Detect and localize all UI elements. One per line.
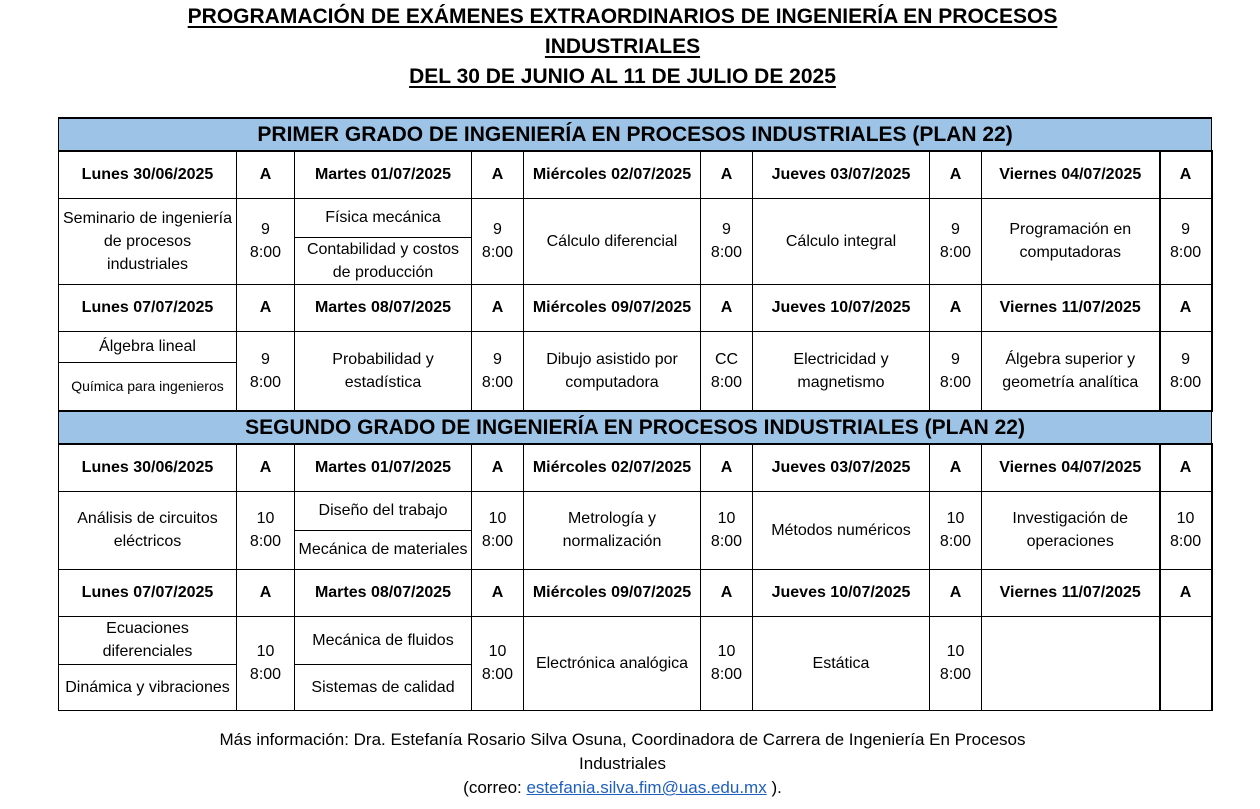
group-time-cell: [472, 331, 524, 411]
exam-time: 8:00: [710, 666, 743, 683]
title-line-3: DEL 30 DE JUNIO AL 11 DE JULIO DE 2025: [409, 65, 836, 88]
aula-cell: A: [930, 444, 982, 491]
group-time-cell: [1160, 198, 1212, 284]
email-prefix: (correo:: [463, 778, 527, 797]
day-header: Lunes 07/07/2025: [59, 284, 237, 331]
group-time-cell: [472, 616, 524, 710]
group-number: 9: [493, 221, 502, 238]
exam-schedule-table: [58, 117, 1213, 711]
day-header: Viernes 11/07/2025: [982, 284, 1160, 331]
aula-cell: A: [237, 284, 295, 331]
aula-cell: A: [701, 569, 753, 616]
exam-time: 8:00: [249, 373, 282, 391]
group-number: 10: [488, 510, 507, 527]
group-number: 10: [946, 510, 965, 527]
group-time-cell: [1160, 616, 1212, 710]
day-header: Miércoles 09/07/2025: [524, 569, 701, 616]
exam-time: 8:00: [939, 666, 972, 683]
aula-cell: A: [701, 151, 753, 198]
grade2-week1-days: [59, 444, 1212, 491]
contact-line-2: Industriales: [579, 754, 666, 773]
grade2-week1-exams: [59, 491, 1212, 530]
exam-time: 8:00: [1169, 244, 1202, 261]
subject-cell: Estática: [753, 616, 930, 710]
grade1-week2-days: [59, 284, 1212, 331]
subject-cell: Contabilidad y costos de producción: [295, 237, 472, 284]
day-header: Martes 01/07/2025: [295, 444, 472, 491]
exam-time: 8:00: [481, 244, 514, 261]
group-time-cell: [701, 331, 753, 411]
aula-cell: A: [701, 284, 753, 331]
exam-time: 8:00: [939, 533, 972, 550]
group-time-cell: [1160, 331, 1212, 411]
subject-cell: Química para ingenieros: [59, 362, 237, 411]
group-number: 10: [717, 510, 736, 527]
grade2-week2-days: [59, 569, 1212, 616]
email-line: [0, 776, 1245, 800]
title-line-1: PROGRAMACIÓN DE EXÁMENES EXTRAORDINARIOS DE INGENIERÍA EN PROCESOS: [187, 5, 1058, 28]
group-time-cell: [472, 198, 524, 284]
day-header: Lunes 07/07/2025: [59, 569, 237, 616]
exam-time: 8:00: [939, 373, 972, 391]
day-header: Jueves 03/07/2025: [753, 151, 930, 198]
day-header: Viernes 04/07/2025: [982, 151, 1160, 198]
aula-cell: A: [237, 444, 295, 491]
group-time-cell: [1160, 491, 1212, 569]
group-number: CC: [714, 350, 739, 368]
day-header: Miércoles 09/07/2025: [524, 284, 701, 331]
subject-cell: Métodos numéricos: [753, 491, 930, 569]
day-header: Martes 08/07/2025: [295, 284, 472, 331]
aula-cell: A: [237, 151, 295, 198]
group-number: 10: [256, 643, 275, 660]
grade1-week1-days: [59, 151, 1212, 198]
exam-time: 8:00: [1169, 533, 1202, 550]
aula-cell: A: [930, 569, 982, 616]
subject-cell: Álgebra lineal: [59, 331, 237, 362]
group-number: 10: [256, 510, 275, 527]
exam-time: 8:00: [249, 244, 282, 261]
group-number: 10: [717, 643, 736, 660]
day-header: Lunes 30/06/2025: [59, 444, 237, 491]
exam-time: 8:00: [710, 533, 743, 550]
subject-cell: Análisis de circuitos eléctricos: [59, 491, 237, 569]
aula-cell: A: [472, 284, 524, 331]
grade2-week2-exams: [59, 616, 1212, 664]
subject-cell: Programación en computadoras: [982, 198, 1160, 284]
subject-cell: Sistemas de calidad: [295, 664, 472, 710]
day-header: Viernes 11/07/2025: [982, 569, 1160, 616]
email-link[interactable]: estefania.silva.fim@uas.edu.mx: [526, 778, 767, 797]
subject-cell: Física mecánica: [295, 198, 472, 237]
group-number: 9: [261, 221, 270, 238]
day-header: Jueves 10/07/2025: [753, 569, 930, 616]
aula-cell: A: [701, 444, 753, 491]
group-number: 9: [951, 221, 960, 238]
day-header: Jueves 03/07/2025: [753, 444, 930, 491]
group-time-cell: [701, 616, 753, 710]
subject-cell: Mecánica de fluidos: [295, 616, 472, 664]
subject-cell: Álgebra superior y geometría analítica: [982, 331, 1160, 411]
day-header: Jueves 10/07/2025: [753, 284, 930, 331]
subject-cell: Cálculo integral: [753, 198, 930, 284]
group-number: 9: [951, 350, 960, 368]
exam-time: 8:00: [1169, 373, 1202, 391]
group-number: 9: [1181, 221, 1191, 238]
exam-time: 8:00: [481, 533, 514, 550]
subject-cell: Dinámica y vibraciones: [59, 664, 237, 710]
exam-time: 8:00: [939, 244, 972, 261]
grade1-week1-exams: [59, 198, 1212, 237]
aula-cell: A: [472, 151, 524, 198]
subject-cell: Ecuaciones diferenciales: [59, 616, 237, 664]
subject-cell: [982, 616, 1160, 710]
group-time-cell: [930, 616, 982, 710]
day-header: Miércoles 02/07/2025: [524, 444, 701, 491]
aula-cell: A: [472, 569, 524, 616]
contact-line: Más información: Dra. Estefanía Rosario Silva Osuna, Coordinadora de Carrera de Ingeniería En Procesos: [219, 730, 1026, 749]
exam-time: 8:00: [710, 244, 743, 261]
subject-cell: Dibujo asistido por computadora: [524, 331, 701, 411]
group-time-cell: [930, 198, 982, 284]
aula-cell: A: [237, 569, 295, 616]
grade1-heading: PRIMER GRADO DE INGENIERÍA EN PROCESOS INDUSTRIALES (PLAN 22): [59, 118, 1212, 151]
aula-cell: A: [1160, 444, 1212, 491]
group-time-cell: [930, 331, 982, 411]
subject-cell: Probabilidad y estadística: [295, 331, 472, 411]
document-title: [0, 2, 1245, 92]
title-line-2: INDUSTRIALES: [544, 35, 701, 58]
group-time-cell: [237, 616, 295, 710]
day-header: Viernes 04/07/2025: [982, 444, 1160, 491]
subject-cell: Mecánica de materiales: [295, 530, 472, 569]
group-time-cell: [237, 331, 295, 411]
group-number: 10: [946, 643, 965, 660]
group-time-cell: [701, 491, 753, 569]
day-header: Martes 01/07/2025: [295, 151, 472, 198]
contact-footer: [0, 728, 1245, 800]
aula-cell: A: [472, 444, 524, 491]
exam-time: 8:00: [710, 373, 743, 391]
grade2-heading: SEGUNDO GRADO DE INGENIERÍA EN PROCESOS INDUSTRIALES (PLAN 22): [59, 411, 1212, 444]
day-header: Miércoles 02/07/2025: [524, 151, 701, 198]
subject-cell: Electrónica analógica: [524, 616, 701, 710]
exam-time: 8:00: [481, 373, 514, 391]
group-time-cell: [701, 198, 753, 284]
aula-cell: A: [930, 151, 982, 198]
subject-cell: Electricidad y magnetismo: [753, 331, 930, 411]
grade1-week2-exams: [59, 331, 1212, 362]
group-number: 9: [261, 350, 270, 368]
group-number: 9: [1181, 350, 1191, 368]
aula-cell: A: [1160, 151, 1212, 198]
subject-cell: Metrología y normalización: [524, 491, 701, 569]
subject-cell: Cálculo diferencial: [524, 198, 701, 284]
day-header: Martes 08/07/2025: [295, 569, 472, 616]
exam-time: 8:00: [249, 533, 282, 550]
aula-cell: A: [1160, 284, 1212, 331]
group-number: 9: [722, 221, 731, 238]
group-number: 9: [493, 350, 502, 368]
email-suffix: ).: [766, 778, 782, 797]
group-time-cell: [472, 491, 524, 569]
group-time-cell: [930, 491, 982, 569]
exam-time: 8:00: [481, 666, 514, 683]
subject-cell: Investigación de operaciones: [982, 491, 1160, 569]
group-number: 10: [488, 643, 507, 660]
subject-cell: Seminario de ingeniería de procesos industriales: [59, 198, 237, 284]
group-time-cell: [237, 491, 295, 569]
group-number: 10: [1176, 510, 1195, 527]
aula-cell: A: [1160, 569, 1212, 616]
aula-cell: A: [930, 284, 982, 331]
group-time-cell: [237, 198, 295, 284]
day-header: Lunes 30/06/2025: [59, 151, 237, 198]
exam-time: 8:00: [249, 666, 282, 683]
subject-cell: Diseño del trabajo: [295, 491, 472, 530]
